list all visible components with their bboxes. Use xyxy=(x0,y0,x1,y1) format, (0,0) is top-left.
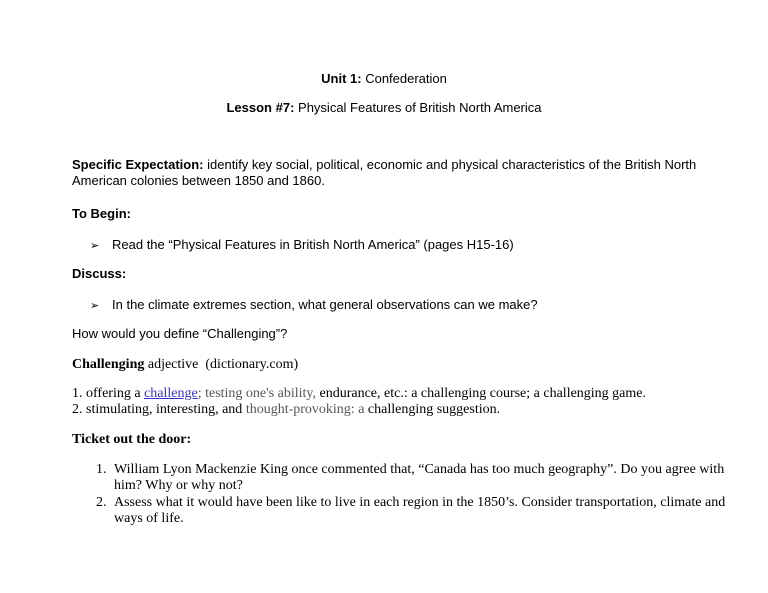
discuss-bullet xyxy=(90,297,538,314)
definition-line-1-mid: ; testing one's ability, xyxy=(197,386,316,401)
definition-line-2: 2. stimulating, interesting, and thought-provoking: a challenging suggestion. xyxy=(72,402,501,417)
definition-line-1-end: endurance, etc.: a challenging course; a challenging game. xyxy=(319,386,647,401)
challenge-link[interactable]: challenge xyxy=(144,386,198,401)
to-begin-bullet xyxy=(90,237,514,254)
definition-body xyxy=(72,386,712,418)
list-item: 2. Assess what it would have been like to live in each region in the 1850’s. Consider transportation, climate and ways of life. xyxy=(96,495,726,526)
unit-title xyxy=(0,71,768,87)
definition-word: Challenging xyxy=(72,357,145,372)
definition-line-2-grey: thought-provoking: a xyxy=(245,402,365,417)
definition-pos: adjective xyxy=(147,357,199,372)
definition-source: (dictionary.com) xyxy=(205,357,299,372)
to-begin-heading: To Begin: xyxy=(72,206,131,221)
unit-label: Unit 1: xyxy=(321,71,362,86)
definition-heading xyxy=(72,357,298,373)
expectation-label: Specific Expectation: xyxy=(72,157,204,172)
definition-line-1: 1. offering a challenge; testing one's ability, endurance, etc.: a challenging course; a challenging game. xyxy=(72,386,647,401)
unit-value: Confederation xyxy=(365,71,447,86)
expectation-text-1: identify key social, political, economic and physical characteristics of the British North xyxy=(207,157,697,172)
lesson-label: Lesson #7: xyxy=(226,100,295,115)
arrow-bullet-icon: ➢ xyxy=(90,300,100,312)
discuss-heading: Discuss: xyxy=(72,266,127,281)
discuss-text: In the climate extremes section, what general observations can we make? xyxy=(112,297,538,312)
ticket-heading: Ticket out the door: xyxy=(72,432,192,447)
lesson-value: Physical Features of British North America xyxy=(298,100,542,115)
specific-expectation xyxy=(72,157,702,189)
define-question: How would you define “Challenging”? xyxy=(72,326,288,341)
definition-line-2-end: challenging suggestion. xyxy=(367,402,501,417)
ticket-questions xyxy=(96,462,726,528)
expectation-text-2: American colonies between 1850 and 1860. xyxy=(72,173,325,188)
lesson-title xyxy=(0,100,768,116)
to-begin-text: Read the “Physical Features in British North America” (pages H15-16) xyxy=(112,237,514,252)
list-item: 1. William Lyon Mackenzie King once commented that, “Canada has too much geography”. Do you agree with him? Why or why not? xyxy=(96,462,725,493)
arrow-bullet-icon: ➢ xyxy=(90,240,100,252)
